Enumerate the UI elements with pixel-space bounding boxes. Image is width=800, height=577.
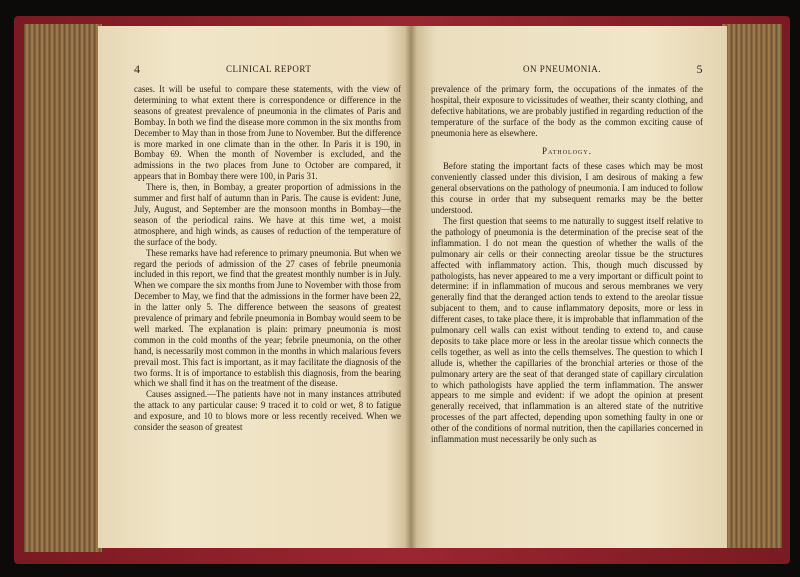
right-running-title: ON PNEUMONIA. [523,64,601,74]
right-page-number: 5 [696,62,703,76]
right-paragraph: Before stating the important facts of these cases which may be most conveniently classed under this division, I am desirous of making a few general observations on the pathology of pneumonia. I am induced to follow this course in order that my subsequent remarks may be the better understood. [431,161,703,216]
left-paragraph: cases. It will be useful to compare these statements, with the view of determining to what extent there is correspondence or difference in the seasons of greatest prevalence of pneumonia in the climates of Paris and Bombay. In both we find the disease more common in the six months from December to May than in those from June to November. But the difference is more marked in one climate than in the other. In Paris it is 190, in Bombay 69. When the month of November is excluded, and the admissions in the two places from June to October are compared, it appears that in Bombay there were 100, in Paris 31. [134,84,401,182]
left-page-number: 4 [134,62,141,76]
book-gutter [405,26,417,548]
right-paragraph: prevalence of the primary form, the occupations of the inmates of the hospital, their exposure to vicissitudes of weather, their scanty clothing, and defective habitations, we are probably justified in regarding reduction of the temperature of the surface of the body as the common exciting cause of pneumonia here as elsewhere. [431,84,703,138]
left-page [98,26,411,548]
right-paragraph: The first question that seems to me naturally to suggest itself relative to the pathology of pneumonia is the determination of the precise seat of the inflammation. I do not mean the question of whether the walls of the pulmonary air cells or their connecting areolar tissue be the structures affected with inflammatory action. This, though much discussed by pathologists, has never appeared to me a very important or difficult point to determine: if in inflammation of mucous and serous membranes we very generally find that the deranged action tends to extend to the areolar tissue subjacent to them, and to cause inflammatory deposits, more or less in different cases, to take place there, it is improbable that inflammation of the pulmonary cell walls can exist without tending to extend to, and cause deposits to take place more or less in the areolar tissue which connects the cells together, as well as into the cells themselves. The question to which I allude is, whether the capillaries of the bronchial arteries or those of the pulmonary artery are the seat of that deranged state of capillary circulation to which pathologists have applied the term inflammation. The answer appears to me simple and evident: if we adopt the opinion at present generally received, that inflammation is an altered state of the nutritive processes of the part affected, depending upon something faulty in one or other of the conditions of normal nutrition, then the capillaries concerned in inflammation must necessarily be only such as [431,215,703,445]
left-paragraph: There is, then, in Bombay, a greater proportion of admissions in the summer and first half of autumn than in Paris. The cause is evident: June, July, August, and September are the monsoon months in Bombay—the season of the periodical rains. We have at this time wet, a moist atmosphere, and high winds, as causes of reduction of the temperature of the surface of the body. [134,182,401,247]
right-page-edges [722,24,782,548]
left-paragraph: Causes assigned.—The patients have not in many instances attributed the attack to any particular cause: 9 traced it to cold or wet, 8 to fatigue and exposure, and 10 to blows more or less recently received. When we consider the season of greatest [134,389,401,433]
left-paragraph: These remarks have had reference to primary pneumonia. But when we regard the periods of admission of the 27 cases of febrile pneumonia included in this report, we find that the greatest monthly number is in July. When we compare the six months from June to November with those from December to May, we find that the admissions in the former have been 22, in the latter only 5. The difference between the seasons of greatest prevalence of primary and febrile pneumonia in Bombay would seem to be well marked. The explanation is plain: primary pneumonia is most common in the cold months of the year; febrile pneumonia, on the other hand, is necessarily most common in the months in which malarious fevers prevail most. This fact is important, as it may facilitate the diagnosis of the two forms. It is of importance to establish this diagnosis, from the bearing which we shall find it has on the treatment of the disease. [134,247,401,389]
right-page [411,26,727,548]
left-running-title: CLINICAL REPORT [226,64,312,74]
left-page-edges [24,24,102,552]
left-running-head [134,64,401,78]
section-heading: Pathology. [542,145,592,156]
left-page-text [134,84,401,433]
right-running-head [431,64,703,78]
right-page-text [431,84,703,445]
